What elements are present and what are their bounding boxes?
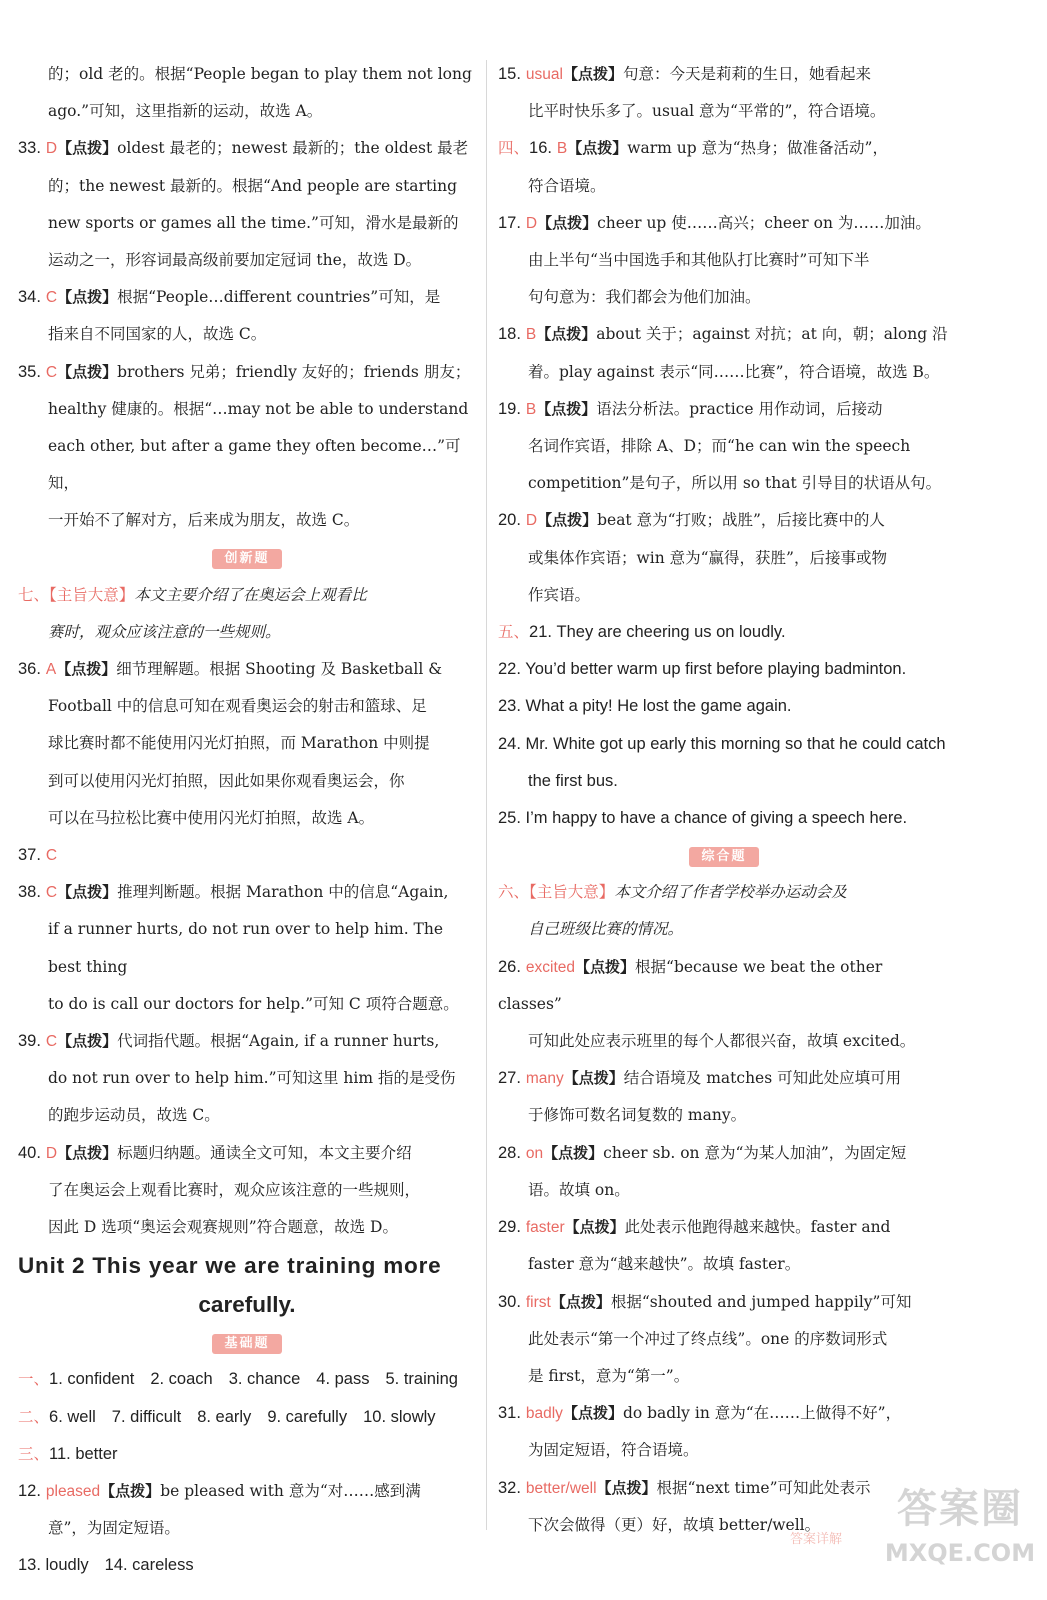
answer: C <box>45 847 58 865</box>
text-line: 可知此处应表示班里的每个人都很兴奋，故填 excited。 <box>528 1032 916 1051</box>
hint-mark: 【点拨】 <box>562 1404 623 1423</box>
hint-mark: 【点拨】 <box>537 213 598 232</box>
answer: C <box>45 289 58 307</box>
question-17: 17. D【点拨】cheer up 使……高兴；cheer on 为……加油。 <box>498 213 931 232</box>
text-line: 下次会做得（更）好，故填 better/well。 <box>528 1515 821 1534</box>
section-badge: 基础题 <box>212 1334 281 1354</box>
question-35: 35. C【点拨】brothers 兄弟；friendly 友好的；friends 朋友； <box>18 362 471 381</box>
question-19: 19. B【点拨】语法分析法。practice 用作动词，后接动 <box>498 399 883 418</box>
section-3-answers: 三、11. better <box>18 1444 118 1463</box>
answer: D <box>45 140 58 158</box>
left-column <box>18 56 476 1585</box>
hint-mark: 【点拨】 <box>57 883 118 902</box>
question-31: 31. badly【点拨】do badly in 意为“在……上做得不好”， <box>498 1404 902 1423</box>
hint-mark: 【点拨】 <box>57 139 118 158</box>
text-line: 的跑步运动员，故选 C。 <box>48 1106 220 1125</box>
answer: C <box>45 884 58 902</box>
question-26: 26. excited【点拨】根据“because we beat the other classes” <box>498 957 883 1013</box>
answer: first <box>525 1293 551 1311</box>
text-line: to do is call our doctors for help.”可知 C 项符合题意。 <box>48 994 459 1013</box>
text-line: do not run over to help him.”可知这里 him 指的是受伤 <box>48 1069 456 1088</box>
answer: on <box>525 1144 544 1162</box>
answers-13-14: 13. loudly 14. careless <box>18 1556 194 1575</box>
answer: D <box>45 1144 58 1162</box>
section-badge-wrap <box>18 1324 476 1361</box>
main-idea-tag: 【主旨大意】 <box>529 883 615 902</box>
text-line: 到可以使用闪光灯拍照，因此如果你观看奥运会，你 <box>48 771 405 790</box>
question-33: 33. D【点拨】oldest 最老的；newest 最新的；the oldest 最老 <box>18 139 469 158</box>
text-line: 意”，为固定短语。 <box>48 1519 180 1538</box>
answer-line: 23. What a pity! He lost the game again. <box>498 697 792 716</box>
answer: B <box>525 400 537 418</box>
footer-label: 答案详解 <box>790 1532 843 1547</box>
watermark-logo <box>880 1480 1040 1590</box>
text-line: healthy 健康的。根据“…may not be able to understand <box>48 399 469 418</box>
text-line: 的；the newest 最新的。根据“And people are starting <box>48 176 458 195</box>
answer: faster <box>525 1219 565 1237</box>
unit-title: Unit 2 This year we are training more carefully. <box>18 1253 442 1318</box>
answer: D <box>525 512 538 530</box>
answer-line: 24. Mr. White got up early this morning so that he could catch <box>498 734 946 753</box>
question-32: 32. better/well【点拨】根据“next time”可知此处表示 <box>498 1478 871 1497</box>
text-line: 运动之一，形容词最高级前要加定冠词 the，故选 D。 <box>48 251 422 270</box>
text-line: 句句意为：我们都会为他们加油。 <box>528 288 761 307</box>
text-line: 是 first，意为“第一”。 <box>528 1366 690 1385</box>
text-line: 此处表示“第一个冲过了终点线”。one 的序数词形式 <box>528 1329 888 1348</box>
text-line: faster 意为“越来越快”。故填 faster。 <box>528 1255 801 1274</box>
hint-mark: 【点拨】 <box>563 1069 624 1088</box>
question-38: 38. C【点拨】推理判断题。根据 Marathon 中的信息“Again, <box>18 883 449 902</box>
hint-mark: 【点拨】 <box>564 1218 625 1237</box>
section-badge-wrap <box>498 837 950 874</box>
text-line: 于修饰可数名词复数的 many。 <box>528 1106 747 1125</box>
question-20: 20. D【点拨】beat 意为“打败；战胜”，后接比赛中的人 <box>498 511 885 530</box>
section-6-heading: 六、【主旨大意】本文介绍了作者学校举办运动会及 <box>498 883 847 902</box>
hint-mark: 【点拨】 <box>100 1481 161 1500</box>
answer: C <box>45 363 58 381</box>
column-divider <box>486 60 487 1530</box>
text-line: 自己班级比赛的情况。 <box>528 920 684 939</box>
hint-mark: 【点拨】 <box>536 325 597 344</box>
hint-mark: 【点拨】 <box>57 1143 118 1162</box>
hint-mark: 【点拨】 <box>562 65 623 83</box>
section-5-heading: 五、21. They are cheering us on loudly. <box>498 623 786 642</box>
question-15: 15. usual【点拨】句意：今天是莉莉的生日，她看起来 <box>498 65 871 83</box>
text-line: ago.”可知，这里指新的运动，故选 A。 <box>48 102 323 121</box>
section-badge: 综合题 <box>689 847 758 867</box>
section-7-heading: 七、【主旨大意】本文主要介绍了在奥运会上观看比 <box>18 585 367 604</box>
text-line: 为固定短语，符合语境。 <box>528 1441 699 1460</box>
question-36: 36. A【点拨】细节理解题。根据 Shooting 及 Basketball & <box>18 660 443 679</box>
hint-mark: 【点拨】 <box>543 1143 604 1162</box>
answer-line: the first bus. <box>528 771 618 790</box>
answer: D <box>525 214 538 232</box>
text-line: 由上半句“当中国选手和其他队打比赛时”可知下半 <box>528 251 870 270</box>
question-28: 28. on【点拨】cheer sb. on 意为“为某人加油”，为固定短 <box>498 1143 907 1162</box>
text-line: 或集体作宾语；win 意为“赢得，获胜”，后接事或物 <box>528 548 887 567</box>
text-line: competition”是句子，所以用 so that 引导目的状语从句。 <box>528 474 942 493</box>
section-4-question-16: 四、16. B【点拨】warm up 意为“热身；做准备活动”， <box>498 139 888 158</box>
answer: A <box>45 661 57 679</box>
text-line: 比平时快乐多了。usual 意为“平常的”，符合语境。 <box>528 102 886 121</box>
answer: many <box>525 1070 564 1088</box>
question-12: 12. pleased【点拨】be pleased with 意为“对……感到满 <box>18 1481 421 1500</box>
answer: B <box>525 326 537 344</box>
answer: B <box>556 140 568 158</box>
section-1-answers: 一、1. confident 2. coach 3. chance 4. pass 5. training <box>18 1370 458 1389</box>
text-line: new sports or games all the time.”可知，滑水是最新的 <box>48 213 459 232</box>
text-line: 名词作宾语，排除 A、D；而“he can win the speech <box>528 437 911 456</box>
text-line: 符合语境。 <box>528 176 606 195</box>
question-27: 27. many【点拨】结合语境及 matches 可知此处应填可用 <box>498 1069 902 1088</box>
text-line: 着。play against 表示“同……比赛”，符合语境，故选 B。 <box>528 362 940 381</box>
text-line: 了在奥运会上观看比赛时，观众应该注意的一些规则， <box>48 1180 421 1199</box>
hint-mark: 【点拨】 <box>596 1478 657 1497</box>
text-line: 语。故填 on。 <box>528 1180 630 1199</box>
text-line: 球比赛时都不能使用闪光灯拍照，而 Marathon 中则提 <box>48 734 430 753</box>
text-line: 一开始不了解对方，后来成为朋友，故选 C。 <box>48 511 360 530</box>
hint-mark: 【点拨】 <box>536 399 597 418</box>
hint-mark: 【点拨】 <box>567 139 628 158</box>
section-2-answers: 二、6. well 7. difficult 8. early 9. carefully 10. slowly <box>18 1407 436 1426</box>
answer-line: 22. You’d better warm up first before playing badminton. <box>498 660 907 679</box>
text-line: each other, but after a game they often become…”可知， <box>48 437 461 493</box>
text-line: 因此 D 选项“奥运会观赛规则”符合题意，故选 D。 <box>48 1218 398 1237</box>
answer: better/well <box>525 1479 597 1497</box>
section-badge: 创新题 <box>212 549 281 569</box>
text-line: 作宾语。 <box>528 585 591 604</box>
hint-mark: 【点拨】 <box>537 511 598 530</box>
question-37: 37. C <box>18 846 58 865</box>
watermark-sub: MXQE.COM <box>884 1539 1036 1567</box>
text-line: 赛时，观众应该注意的一些规则。 <box>48 622 281 641</box>
section-badge-wrap <box>18 540 476 577</box>
question-29: 29. faster【点拨】此处表示他跑得越来越快。faster and <box>498 1218 891 1237</box>
text-line: 的；old 老的。根据“People began to play them not long <box>48 65 472 83</box>
answer: pleased <box>45 1482 101 1500</box>
question-39: 39. C【点拨】代词指代题。根据“Again, if a runner hurts, <box>18 1032 440 1051</box>
text-line: Football 中的信息可知在观看奥运会的射击和篮球、足 <box>48 697 427 716</box>
hint-mark: 【点拨】 <box>550 1292 611 1311</box>
hint-mark: 【点拨】 <box>56 660 117 679</box>
answer: usual <box>525 66 563 83</box>
answer: badly <box>525 1405 563 1423</box>
text-line: 可以在马拉松比赛中使用闪光灯拍照，故选 A。 <box>48 808 375 827</box>
watermark-main: 答案圈 <box>897 1486 1023 1532</box>
right-column <box>498 56 950 1544</box>
question-18: 18. B【点拨】about 关于；against 对抗；at 向，朝；along 沿 <box>498 325 948 344</box>
question-30: 30. first【点拨】根据“shouted and jumped happily”可知 <box>498 1292 912 1311</box>
answer-line: 25. I’m happy to have a chance of giving a speech here. <box>498 809 908 828</box>
hint-mark: 【点拨】 <box>57 288 118 307</box>
text-line: 指来自不同国家的人，故选 C。 <box>48 325 267 344</box>
hint-mark: 【点拨】 <box>575 957 636 976</box>
hint-mark: 【点拨】 <box>57 362 118 381</box>
question-34: 34. C【点拨】根据“People…different countries”可知，是 <box>18 288 441 307</box>
question-40: 40. D【点拨】标题归纳题。通读全文可知，本文主要介绍 <box>18 1143 412 1162</box>
hint-mark: 【点拨】 <box>57 1032 118 1051</box>
main-idea-tag: 【主旨大意】 <box>49 585 135 604</box>
answer: C <box>45 1033 58 1051</box>
text-line: if a runner hurts, do not run over to help him. The best thing <box>48 920 444 976</box>
answer: excited <box>525 958 575 976</box>
